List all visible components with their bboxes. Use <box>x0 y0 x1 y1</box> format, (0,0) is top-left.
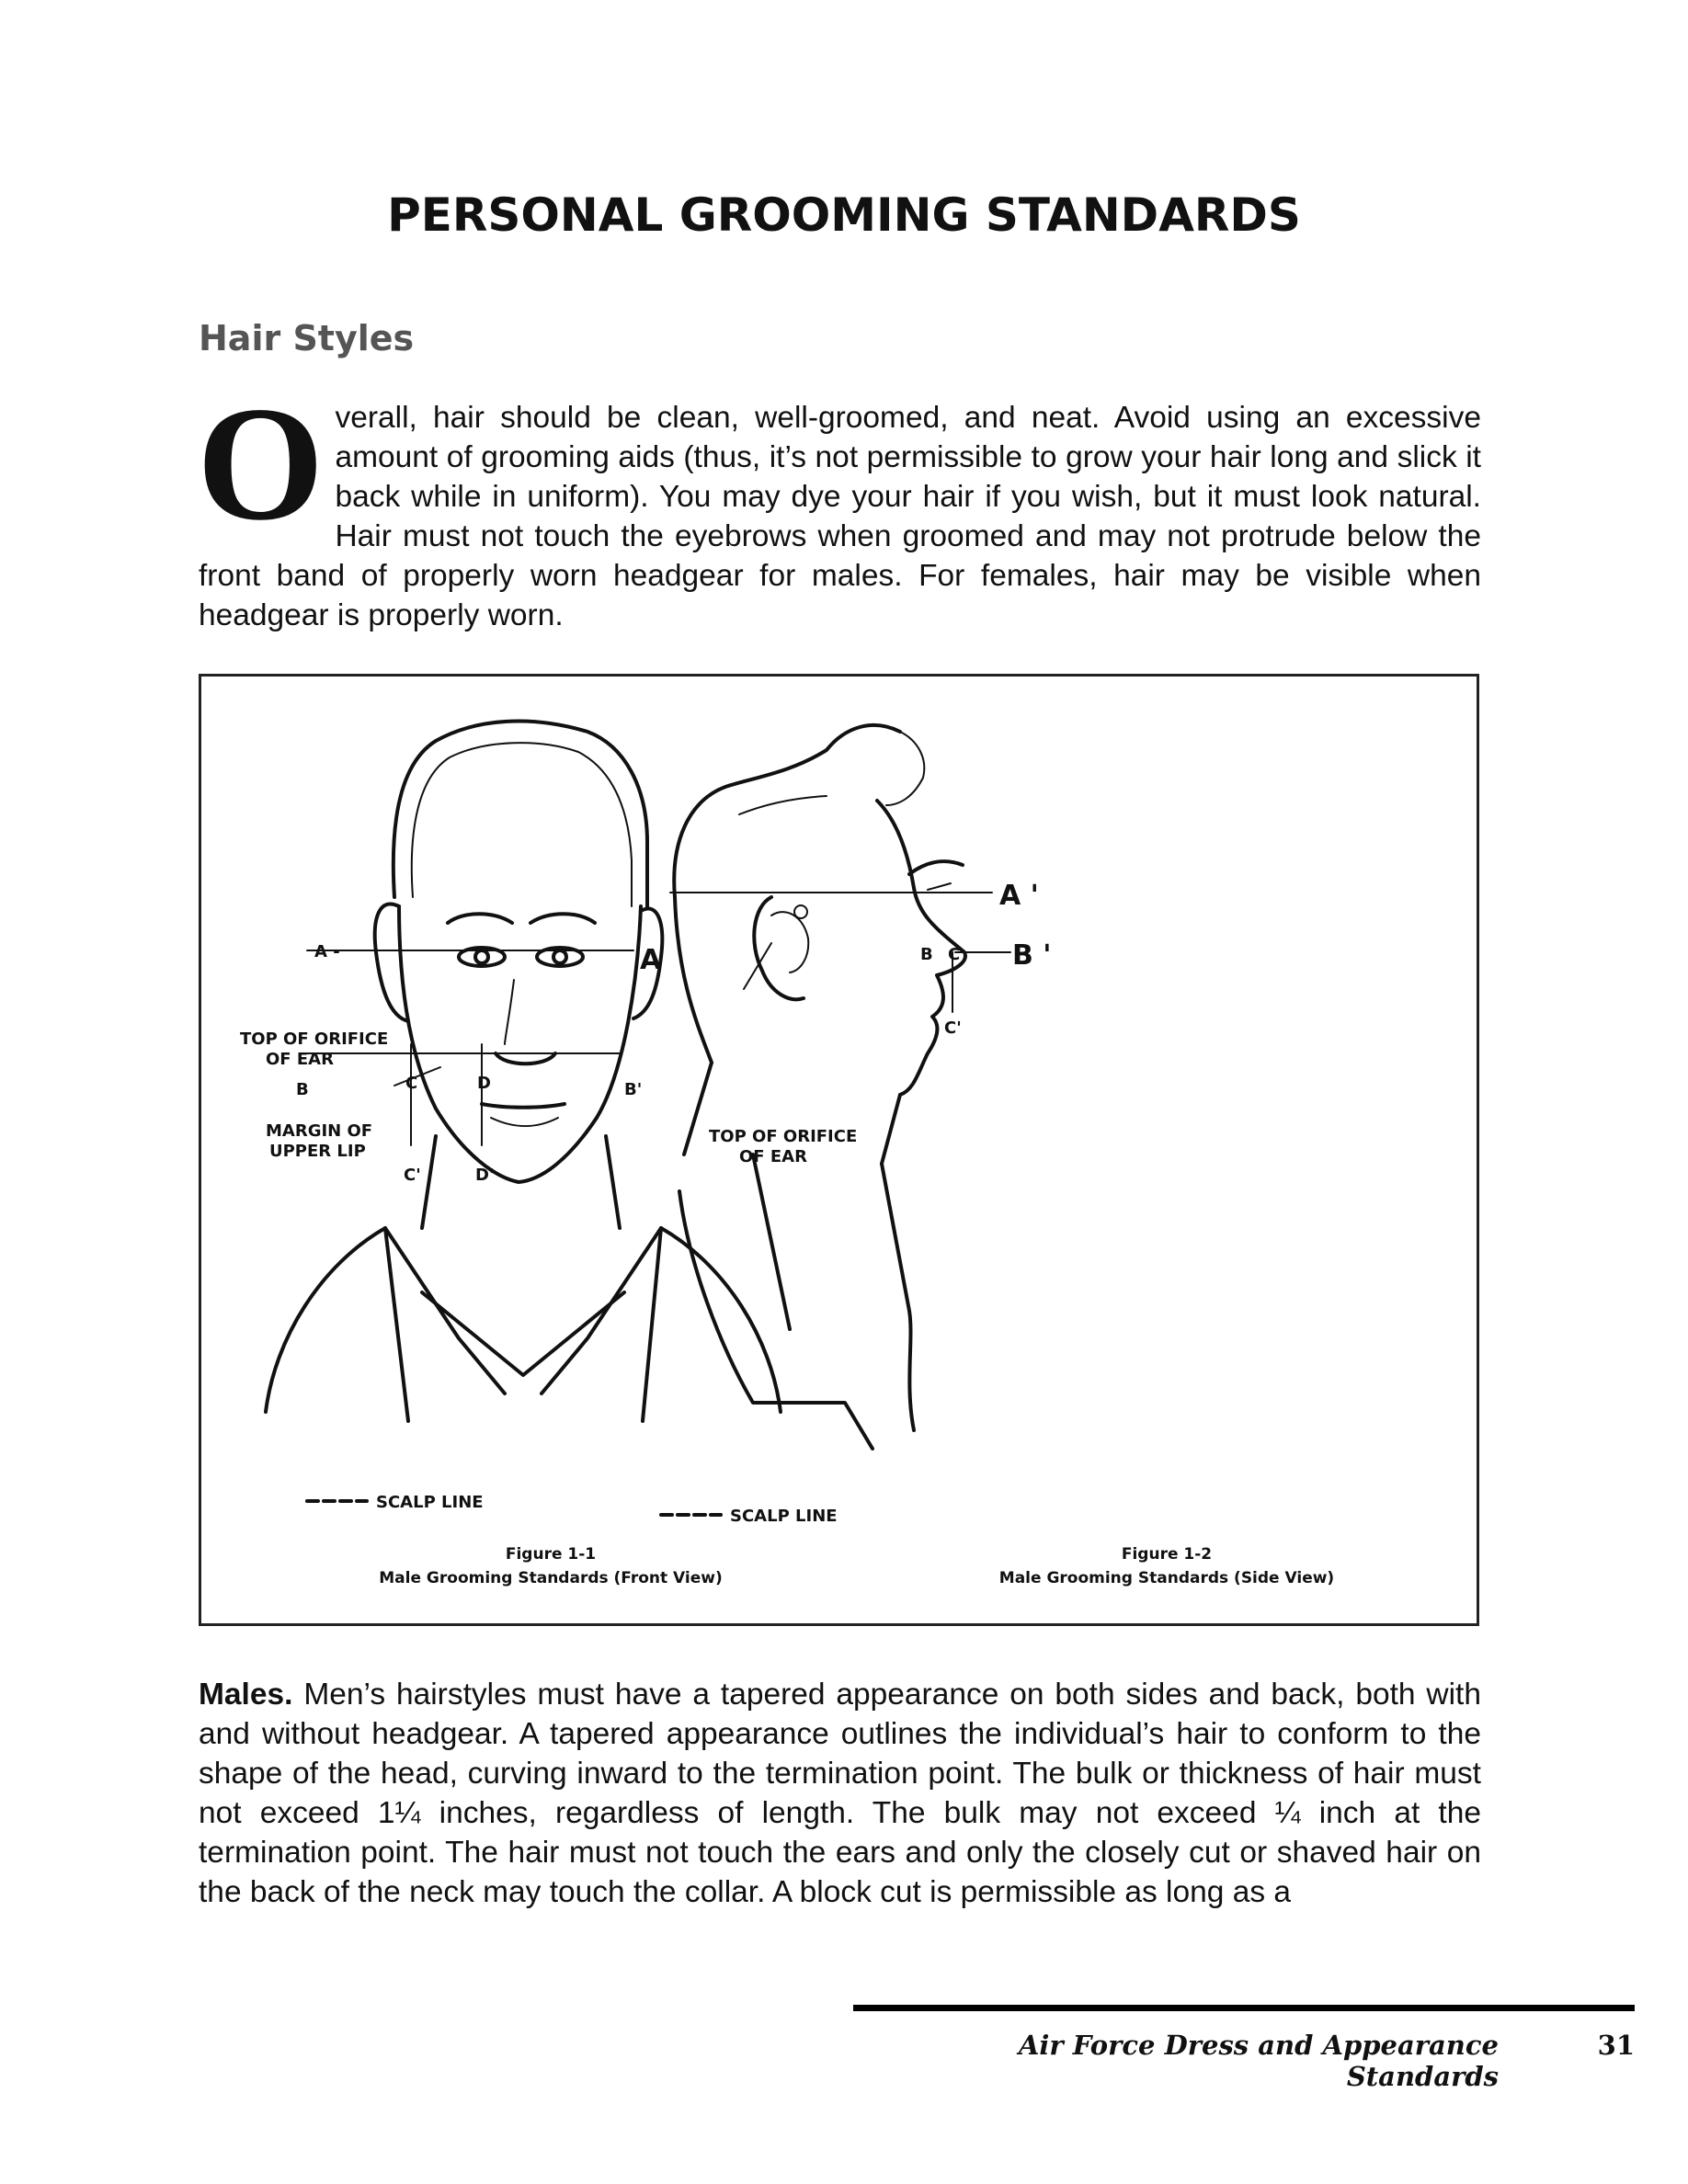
front-label-d-prime: D' <box>475 1166 495 1185</box>
front-view-drawing <box>266 722 781 1501</box>
front-label-margin-1: MARGIN OF <box>266 1121 373 1141</box>
side-label-b-prime: B ' <box>1012 939 1052 972</box>
front-label-margin-2: UPPER LIP <box>269 1142 366 1161</box>
front-label-c: C <box>405 1074 418 1093</box>
intro-text: verall, hair should be clean, well-groomed, and neat. Avoid using an excessive amount of grooming aids (thus, it’s not permissible to grow your hair long and slick it back while in uniform). You may dye your hair if you wish, but it must look natural. Hair must not touch the eyebrows when groomed and may not protrude below the front band of properly worn headgear for males. For females, hair may be visible when headgear is properly worn. <box>199 401 1481 632</box>
front-label-orifice-1: TOP OF ORIFICE <box>240 1029 389 1049</box>
intro-paragraph <box>197 372 1481 635</box>
males-paragraph <box>199 1675 1481 1912</box>
side-view-drawing <box>661 725 1010 1515</box>
front-label-orifice-2: OF EAR <box>266 1050 334 1069</box>
side-scalp-line: SCALP LINE <box>730 1507 838 1526</box>
front-label-b: B <box>296 1080 309 1099</box>
front-label-a: A - <box>314 942 340 961</box>
grooming-illustration <box>201 677 1477 1623</box>
side-label-orifice-2: OF EAR <box>739 1147 807 1166</box>
side-label-c-prime: C' <box>944 1018 962 1038</box>
drop-cap: O <box>197 372 325 554</box>
page-number: 31 <box>1597 2030 1635 2061</box>
front-caption-text: Male Grooming Standards (Front View) <box>379 1569 723 1587</box>
grooming-figure <box>199 674 1479 1626</box>
page-title: PERSONAL GROOMING STANDARDS <box>387 188 1301 242</box>
front-label-a-right: A <box>640 944 662 976</box>
side-label-c: C <box>948 945 961 964</box>
front-scalp-line: SCALP LINE <box>376 1493 484 1512</box>
males-text: Men’s hairstyles must have a tapered appearance on both sides and back, both with and without headgear. A tapered appearance outlines the individual’s hair to conform to the shape of the head, curving inward to the termination point. The bulk or thickness of hair must not exceed 1¼ inches, regardless of length. The bulk may not exceed ¼ inch at the termination point. The hair must not touch the ears and only the closely cut or shaved hair on the back of the neck may touch the collar. A block cut is permissible as long as a <box>199 1678 1481 1909</box>
section-heading: Hair Styles <box>199 318 415 358</box>
front-caption-title: Figure 1-1 <box>505 1545 597 1564</box>
front-label-c-prime: C' <box>404 1166 421 1185</box>
side-label-b: B <box>920 945 933 964</box>
side-label-orifice-1: TOP OF ORIFICE <box>709 1127 858 1146</box>
front-label-d: D <box>477 1074 491 1093</box>
side-label-a-prime: A ' <box>999 880 1039 912</box>
males-lead: Males. <box>199 1678 293 1712</box>
footer-rule <box>853 2005 1635 2011</box>
footer-title: Air Force Dress and Appearance Standards <box>1018 2030 1499 2092</box>
side-caption-text: Male Grooming Standards (Side View) <box>998 1569 1335 1587</box>
side-caption-title: Figure 1-2 <box>1121 1545 1213 1564</box>
front-label-b-prime: B' <box>624 1080 643 1099</box>
